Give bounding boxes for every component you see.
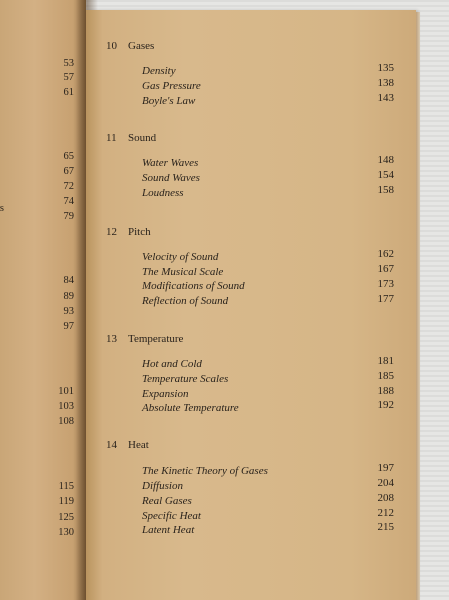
left-page-edge-mark: s	[0, 203, 4, 214]
left-page-number: 65	[63, 151, 74, 162]
entry-page: 138	[377, 77, 394, 89]
left-page-number: 115	[58, 481, 74, 492]
left-page-number: 108	[58, 416, 74, 427]
entry-page: 135	[377, 62, 394, 74]
entry-page: 162	[377, 248, 394, 260]
left-page-number: 103	[58, 401, 74, 412]
chapter-number: 13	[106, 333, 117, 345]
left-page-number: 119	[58, 496, 74, 507]
entry-page: 158	[377, 184, 394, 196]
left-page-number: 84	[63, 275, 74, 286]
entry-title: The Kinetic Theory of Gases	[142, 465, 268, 477]
left-page-number: 61	[63, 87, 74, 98]
chapter-title: Pitch	[128, 226, 151, 238]
entry-title: Modifications of Sound	[142, 280, 245, 292]
entry-title: Water Waves	[142, 157, 199, 169]
left-page-number: 74	[63, 196, 74, 207]
entry-title: Gas Pressure	[142, 80, 201, 92]
contents-page	[86, 10, 416, 600]
entry-page: 215	[377, 521, 394, 533]
entry-page: 154	[377, 169, 394, 181]
left-page-number: 89	[63, 291, 74, 302]
entry-page: 143	[377, 92, 394, 104]
entry-title: Loudness	[142, 187, 184, 199]
chapter-number: 10	[106, 40, 117, 52]
left-page-number: 53	[63, 58, 74, 69]
entry-page: 212	[377, 507, 394, 519]
left-page-number: 93	[63, 306, 74, 317]
entry-page: 188	[377, 385, 394, 397]
entry-title: The Musical Scale	[142, 266, 224, 278]
entry-page: 208	[377, 492, 394, 504]
chapter-number: 14	[106, 439, 117, 451]
entry-page: 181	[377, 355, 394, 367]
entry-page: 173	[377, 278, 394, 290]
entry-page: 167	[377, 263, 394, 275]
entry-title: Reflection of Sound	[142, 295, 229, 307]
entry-page: 192	[377, 399, 394, 411]
entry-title: Diffusion	[142, 480, 183, 492]
entry-title: Absolute Temperature	[142, 402, 239, 414]
entry-page: 204	[377, 477, 394, 489]
entry-title: Hot and Cold	[142, 358, 202, 370]
entry-title: Boyle's Law	[142, 95, 196, 107]
chapter-number: 12	[106, 226, 117, 238]
left-page	[0, 0, 86, 600]
entry-page: 185	[377, 370, 394, 382]
left-page-number: 57	[63, 72, 74, 83]
entry-title: Specific Heat	[142, 510, 201, 522]
left-page-number: 130	[58, 527, 74, 538]
entry-page: 177	[377, 293, 394, 305]
entry-title: Expansion	[142, 388, 189, 400]
left-page-number: 79	[63, 211, 74, 222]
left-page-number: 101	[58, 386, 74, 397]
entry-title: Density	[142, 65, 176, 77]
entry-title: Real Gases	[142, 495, 192, 507]
chapter-number: 11	[106, 132, 117, 144]
entry-title: Velocity of Sound	[142, 251, 219, 263]
entry-page: 148	[377, 154, 394, 166]
left-page-number: 97	[63, 321, 74, 332]
left-page-number: 67	[63, 166, 74, 177]
entry-page: 197	[377, 462, 394, 474]
left-page-number: 125	[58, 512, 74, 523]
left-page-number: 72	[63, 181, 74, 192]
entry-title: Sound Waves	[142, 172, 200, 184]
entry-title: Temperature Scales	[142, 373, 229, 385]
chapter-title: Temperature	[128, 333, 184, 345]
chapter-title: Sound	[128, 132, 157, 144]
chapter-title: Heat	[128, 439, 149, 451]
entry-title: Latent Heat	[142, 524, 195, 536]
chapter-title: Gases	[128, 40, 155, 52]
